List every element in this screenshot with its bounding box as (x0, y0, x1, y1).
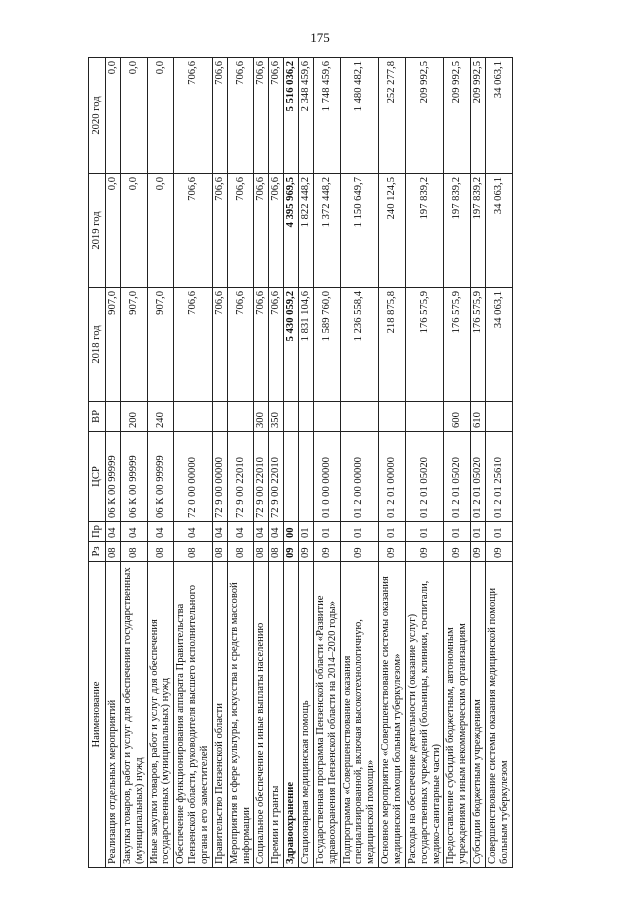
row-value-2018: 706,6 (212, 288, 227, 402)
row-rz: 09 (340, 542, 379, 562)
table-row (299, 58, 314, 868)
row-pr: 04 (269, 522, 284, 542)
row-value-2019: 240 124,5 (379, 174, 406, 288)
row-csr: 01 2 01 05020 (444, 432, 471, 522)
row-pr: 04 (174, 522, 213, 542)
row-value-2020: 706,6 (227, 58, 254, 174)
row-value-2019: 0,0 (106, 174, 121, 288)
header-csr: ЦСР (89, 432, 106, 522)
row-rz: 08 (106, 542, 121, 562)
row-csr: 72 9 00 22010 (227, 432, 254, 522)
row-vr: 300 (254, 402, 269, 432)
row-name: Реализация отдельных мероприятий (106, 562, 121, 868)
row-name: Иные закупки товаров, работ и услуг для обеспечения государственных (муниципальных) нужд (147, 562, 174, 868)
row-name: Закупка товаров, работ и услуг для обеспечения государственных (муниципальных) нужд (120, 562, 147, 868)
row-value-2020: 0,0 (147, 58, 174, 174)
row-value-2019: 706,6 (227, 174, 254, 288)
budget-table (88, 57, 513, 868)
row-pr: 01 (486, 522, 513, 542)
row-name: Государственная программа Пензенской области «Развитие здравоохранения Пензенской области на 2014–2020 годы» (313, 562, 340, 868)
table-row (405, 58, 444, 868)
row-pr: 04 (254, 522, 269, 542)
row-value-2020: 2 348 459,6 (299, 58, 314, 174)
row-csr: 06 К 00 99999 (106, 432, 121, 522)
row-rz: 08 (120, 542, 147, 562)
row-pr: 01 (444, 522, 471, 542)
row-value-2018: 176 575,9 (405, 288, 444, 402)
row-vr (106, 402, 121, 432)
row-value-2018: 1 831 104,6 (299, 288, 314, 402)
row-csr: 72 9 00 00000 (212, 432, 227, 522)
row-name: Здравоохранение (284, 562, 299, 868)
row-pr: 01 (340, 522, 379, 542)
table-row (284, 58, 299, 868)
row-vr (299, 402, 314, 432)
row-csr: 72 0 00 00000 (174, 432, 213, 522)
row-csr: 01 0 00 00000 (313, 432, 340, 522)
row-value-2018: 1 589 760,0 (313, 288, 340, 402)
row-name: Совершенствование системы оказания медицинской помощи больным туберкулезом (486, 562, 513, 868)
row-name: Обеспечение функционирования аппарата Правительства Пензенской области, руководителя высшего исполнительного органа и его заместителей (174, 562, 213, 868)
row-rz: 08 (174, 542, 213, 562)
row-value-2019: 1 372 448,2 (313, 174, 340, 288)
row-value-2019: 0,0 (147, 174, 174, 288)
row-rz: 08 (254, 542, 269, 562)
row-csr (299, 432, 314, 522)
row-csr: 01 2 01 05020 (471, 432, 486, 522)
row-name: Основное мероприятие «Совершенствование системы оказания медицинской помощи больным туберкулезом» (379, 562, 406, 868)
row-name: Расходы на обеспечение деятельности (оказание услуг) государственных учреждений (больницы, клиники, госпитали, медико-санитарные части) (405, 562, 444, 868)
row-rz: 09 (299, 542, 314, 562)
row-rz: 08 (269, 542, 284, 562)
table-row (254, 58, 269, 868)
row-vr (227, 402, 254, 432)
table-row (227, 58, 254, 868)
row-value-2019: 706,6 (269, 174, 284, 288)
row-value-2020: 706,6 (212, 58, 227, 174)
row-rz: 09 (405, 542, 444, 562)
header-vr: ВР (89, 402, 106, 432)
row-vr: 600 (444, 402, 471, 432)
row-value-2019: 706,6 (174, 174, 213, 288)
page-number: 175 (310, 30, 330, 45)
row-value-2020: 1 480 482,1 (340, 58, 379, 174)
row-value-2019: 706,6 (254, 174, 269, 288)
row-value-2019: 1 822 448,2 (299, 174, 314, 288)
row-value-2020: 5 516 036,2 (284, 58, 299, 174)
row-pr: 04 (120, 522, 147, 542)
header-2020: 2020 год (89, 58, 106, 174)
table-row (174, 58, 213, 868)
rotated-table-container (88, 58, 626, 868)
row-vr: 350 (269, 402, 284, 432)
row-value-2020: 209 992,5 (471, 58, 486, 174)
row-csr: 01 2 01 05020 (405, 432, 444, 522)
row-name: Мероприятия в сфере культуры, искусства и средств массовой информации (227, 562, 254, 868)
row-value-2020: 0,0 (106, 58, 121, 174)
row-value-2020: 34 063,1 (486, 58, 513, 174)
row-pr: 01 (405, 522, 444, 542)
row-vr (174, 402, 213, 432)
row-value-2018: 907,0 (106, 288, 121, 402)
row-value-2019: 197 839,2 (471, 174, 486, 288)
row-csr: 06 К 00 99999 (147, 432, 174, 522)
row-pr: 04 (212, 522, 227, 542)
row-rz: 09 (284, 542, 299, 562)
row-rz: 09 (313, 542, 340, 562)
row-name: Подпрограмма «Совершенствование оказания специализированной, включая высокотехнологичную, медицинской помощи» (340, 562, 379, 868)
table-row (147, 58, 174, 868)
row-csr: 06 К 00 99999 (120, 432, 147, 522)
row-value-2019: 4 395 969,5 (284, 174, 299, 288)
row-csr: 72 9 00 22010 (254, 432, 269, 522)
row-pr: 00 (284, 522, 299, 542)
table-row (340, 58, 379, 868)
row-vr (313, 402, 340, 432)
table-row (379, 58, 406, 868)
row-pr: 04 (227, 522, 254, 542)
table-body (106, 58, 513, 868)
row-value-2020: 706,6 (174, 58, 213, 174)
row-rz: 09 (471, 542, 486, 562)
row-name: Предоставление субсидий бюджетным, автономным учреждениям и иным некоммерческим организациям (444, 562, 471, 868)
table-header-row (89, 58, 106, 868)
row-value-2019: 197 839,2 (405, 174, 444, 288)
row-value-2018: 706,6 (254, 288, 269, 402)
row-pr: 01 (379, 522, 406, 542)
row-csr: 01 2 00 00000 (340, 432, 379, 522)
row-csr: 72 9 00 22010 (269, 432, 284, 522)
row-value-2018: 706,6 (174, 288, 213, 402)
row-rz: 09 (444, 542, 471, 562)
row-value-2020: 209 992,5 (444, 58, 471, 174)
row-csr: 01 2 01 25610 (486, 432, 513, 522)
row-value-2018: 176 575,9 (444, 288, 471, 402)
row-value-2018: 706,6 (269, 288, 284, 402)
row-value-2020: 706,6 (254, 58, 269, 174)
table-row (269, 58, 284, 868)
row-name: Социальное обеспечение и иные выплаты населению (254, 562, 269, 868)
row-value-2020: 706,6 (269, 58, 284, 174)
row-vr: 240 (147, 402, 174, 432)
row-rz: 09 (486, 542, 513, 562)
row-csr (284, 432, 299, 522)
row-vr (212, 402, 227, 432)
row-vr (340, 402, 379, 432)
row-value-2019: 1 150 649,7 (340, 174, 379, 288)
row-value-2020: 209 992,5 (405, 58, 444, 174)
table-row (486, 58, 513, 868)
row-name: Правительство Пензенской области (212, 562, 227, 868)
row-value-2019: 706,6 (212, 174, 227, 288)
row-vr (379, 402, 406, 432)
row-value-2018: 907,0 (120, 288, 147, 402)
row-pr: 01 (313, 522, 340, 542)
row-name: Стационарная медицинская помощь (299, 562, 314, 868)
row-pr: 04 (106, 522, 121, 542)
row-value-2018: 5 430 059,2 (284, 288, 299, 402)
row-value-2018: 176 575,9 (471, 288, 486, 402)
table-row (106, 58, 121, 868)
row-vr (405, 402, 444, 432)
row-rz: 08 (212, 542, 227, 562)
row-value-2020: 252 277,8 (379, 58, 406, 174)
row-value-2020: 0,0 (120, 58, 147, 174)
row-value-2019: 34 063,1 (486, 174, 513, 288)
header-2018: 2018 год (89, 288, 106, 402)
row-name: Субсидии бюджетным учреждениям (471, 562, 486, 868)
header-2019: 2019 год (89, 174, 106, 288)
row-rz: 09 (379, 542, 406, 562)
row-value-2018: 907,0 (147, 288, 174, 402)
header-name: Наименование (89, 562, 106, 868)
row-pr: 01 (471, 522, 486, 542)
row-value-2018: 1 236 558,4 (340, 288, 379, 402)
table-row (313, 58, 340, 868)
table-row (471, 58, 486, 868)
row-csr: 01 2 01 00000 (379, 432, 406, 522)
table-row (120, 58, 147, 868)
row-vr: 610 (471, 402, 486, 432)
row-rz: 08 (147, 542, 174, 562)
row-value-2018: 218 875,8 (379, 288, 406, 402)
table-row (212, 58, 227, 868)
row-pr: 04 (147, 522, 174, 542)
row-value-2020: 1 748 459,6 (313, 58, 340, 174)
row-rz: 08 (227, 542, 254, 562)
row-value-2019: 197 839,2 (444, 174, 471, 288)
row-pr: 01 (299, 522, 314, 542)
row-vr (486, 402, 513, 432)
row-name: Премии и гранты (269, 562, 284, 868)
header-rz: Рз (89, 542, 106, 562)
header-pr: Пр (89, 522, 106, 542)
row-vr: 200 (120, 402, 147, 432)
table-row (444, 58, 471, 868)
row-value-2018: 34 063,1 (486, 288, 513, 402)
row-vr (284, 402, 299, 432)
row-value-2018: 706,6 (227, 288, 254, 402)
row-value-2019: 0,0 (120, 174, 147, 288)
